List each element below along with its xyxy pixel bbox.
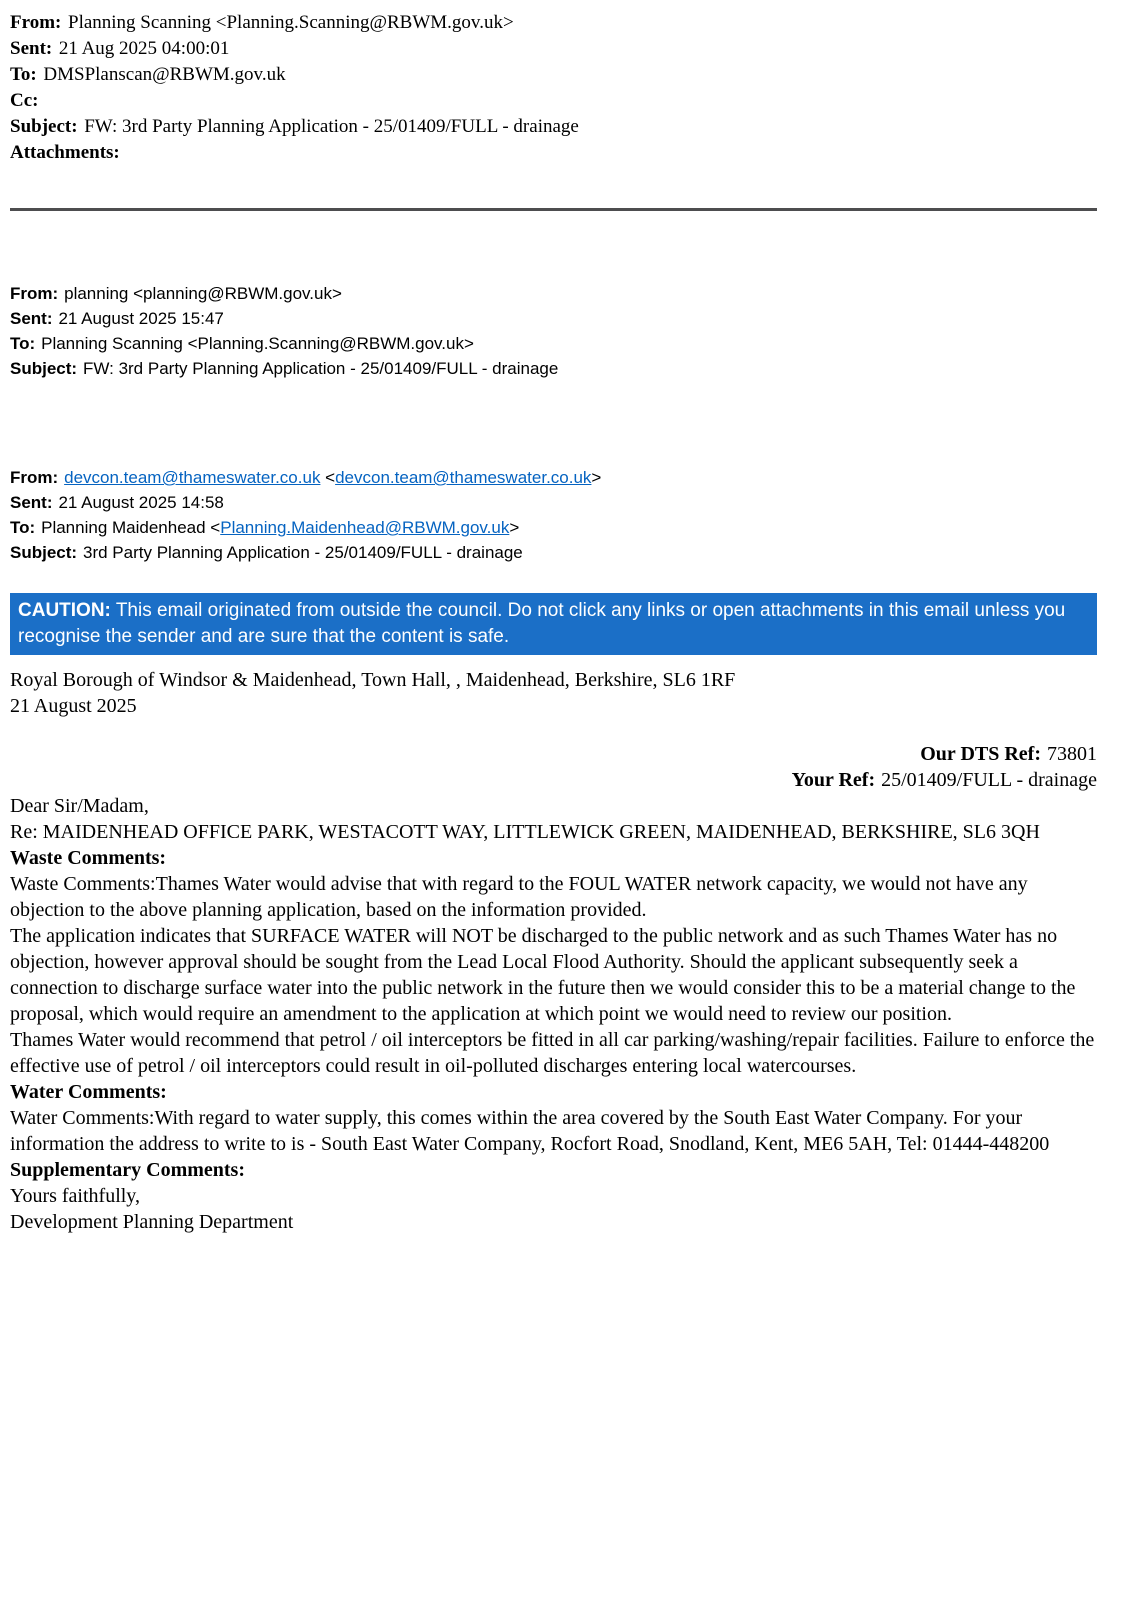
to-label: To: (10, 334, 36, 353)
waste-paragraph-2: The application indicates that SURFACE WATER will NOT be discharged to the public network and as such Thames Water has no objection, however approval should be sought from the Lead Local Flood Authority. Should the applicant subsequently seek a connection to discharge surface water into the public network in the future then we would consider this to be a material change to the proposal, which would require an amendment to the application at which point we would need to review our position. (10, 925, 1076, 1025)
from-separator: < (320, 468, 336, 487)
to-label: To: (10, 64, 37, 85)
letter-body (10, 667, 1097, 1235)
to-close-bracket: > (509, 518, 520, 537)
to-value: Planning Scanning <Planning.Scanning@RBWM.gov.uk> (41, 334, 474, 353)
from-email-link[interactable]: devcon.team@thameswater.co.uk (64, 468, 321, 487)
header-line-subject (10, 114, 1097, 140)
water-comments-heading: Water Comments: (10, 1081, 167, 1103)
header-line-subject (10, 356, 1097, 381)
header-line-from (10, 281, 1097, 306)
header-line-from (10, 10, 1097, 36)
subject-label: Subject: (10, 543, 78, 562)
sent-label: Sent: (10, 38, 53, 59)
subject-value: FW: 3rd Party Planning Application - 25/01409/FULL - drainage (84, 116, 579, 137)
waste-comments-heading: Waste Comments: (10, 847, 167, 869)
subject-label: Subject: (10, 359, 78, 378)
original-email-header (10, 465, 1097, 565)
sent-label: Sent: (10, 493, 53, 512)
signature: Development Planning Department (10, 1211, 294, 1233)
to-label: To: (10, 518, 36, 537)
closing: Yours faithfully, (10, 1185, 141, 1207)
attachments-label: Attachments: (10, 142, 120, 163)
from-label: From: (10, 12, 62, 33)
header-line-cc (10, 88, 1097, 114)
subject-value: FW: 3rd Party Planning Application - 25/01409/FULL - drainage (83, 359, 559, 378)
waste-paragraph-1: Waste Comments:Thames Water would advise that with regard to the FOUL WATER network capacity, we would not have any objection to the above planning application, based on the information provided. (10, 873, 1028, 921)
to-recipient: Planning Maidenhead < (41, 518, 221, 537)
header-line-attachments (10, 140, 1097, 166)
forward-email-header (10, 281, 1097, 381)
reference-block (10, 741, 1097, 793)
sent-label: Sent: (10, 309, 53, 328)
outer-email-header (10, 10, 1097, 166)
header-line-to (10, 62, 1097, 88)
your-ref-label: Your Ref: (791, 769, 876, 791)
re-line: Re: MAIDENHEAD OFFICE PARK, WESTACOTT WAY, LITTLEWICK GREEN, MAIDENHEAD, BERKSHIRE, SL6 3QH (10, 821, 1040, 843)
water-paragraph-1: Water Comments:With regard to water supply, this comes within the area covered by the South East Water Company. For your information the address to write to is - South East Water Company, Rocfort Road, Snodland, Kent, ME6 5AH, Tel: 01444-448200 (10, 1107, 1050, 1155)
header-divider (10, 208, 1097, 211)
sent-value: 21 Aug 2025 04:00:01 (58, 38, 230, 59)
from-close-bracket: > (591, 468, 602, 487)
caution-text: This email originated from outside the council. Do not click any links or open attachments in this email unless you recognise the sender and are sure that the content is safe. (18, 600, 1066, 647)
from-value: Planning Scanning <Planning.Scanning@RBWM.gov.uk> (68, 12, 514, 33)
header-line-sent (10, 306, 1097, 331)
from-label: From: (10, 468, 59, 487)
header-line-from (10, 465, 1097, 490)
sent-value: 21 August 2025 14:58 (58, 493, 224, 512)
to-value: DMSPlanscan@RBWM.gov.uk (43, 64, 286, 85)
supplementary-comments-heading: Supplementary Comments: (10, 1159, 245, 1181)
header-line-sent (10, 36, 1097, 62)
header-line-to (10, 331, 1097, 356)
header-line-subject (10, 540, 1097, 565)
caution-banner (10, 593, 1097, 655)
subject-label: Subject: (10, 116, 78, 137)
dts-ref-line (10, 741, 1097, 767)
from-label: From: (10, 284, 59, 303)
subject-value: 3rd Party Planning Application - 25/01409/FULL - drainage (83, 543, 523, 562)
waste-paragraph-3: Thames Water would recommend that petrol / oil interceptors be fitted in all car parking/washing/repair facilities. Failure to enforce the effective use of petrol / oil interceptors could result in oil-polluted discharges entering local watercourses. (10, 1029, 1095, 1077)
dts-ref-value: 73801 (1047, 743, 1097, 765)
sent-value: 21 August 2025 15:47 (58, 309, 224, 328)
dts-ref-label: Our DTS Ref: (920, 743, 1041, 765)
caution-label: CAUTION: (18, 600, 111, 621)
from-value: planning <planning@RBWM.gov.uk> (64, 284, 342, 303)
to-email-link[interactable]: Planning.Maidenhead@RBWM.gov.uk (220, 518, 510, 537)
letter-date: 21 August 2025 (10, 695, 137, 717)
header-line-sent (10, 490, 1097, 515)
your-ref-line (10, 767, 1097, 793)
from-email-link-2[interactable]: devcon.team@thameswater.co.uk (335, 468, 592, 487)
sender-address: Royal Borough of Windsor & Maidenhead, Town Hall, , Maidenhead, Berkshire, SL6 1RF (10, 669, 736, 691)
cc-label: Cc: (10, 90, 39, 111)
your-ref-value: 25/01409/FULL - drainage (881, 769, 1097, 791)
salutation: Dear Sir/Madam, (10, 795, 149, 817)
header-line-to (10, 515, 1097, 540)
